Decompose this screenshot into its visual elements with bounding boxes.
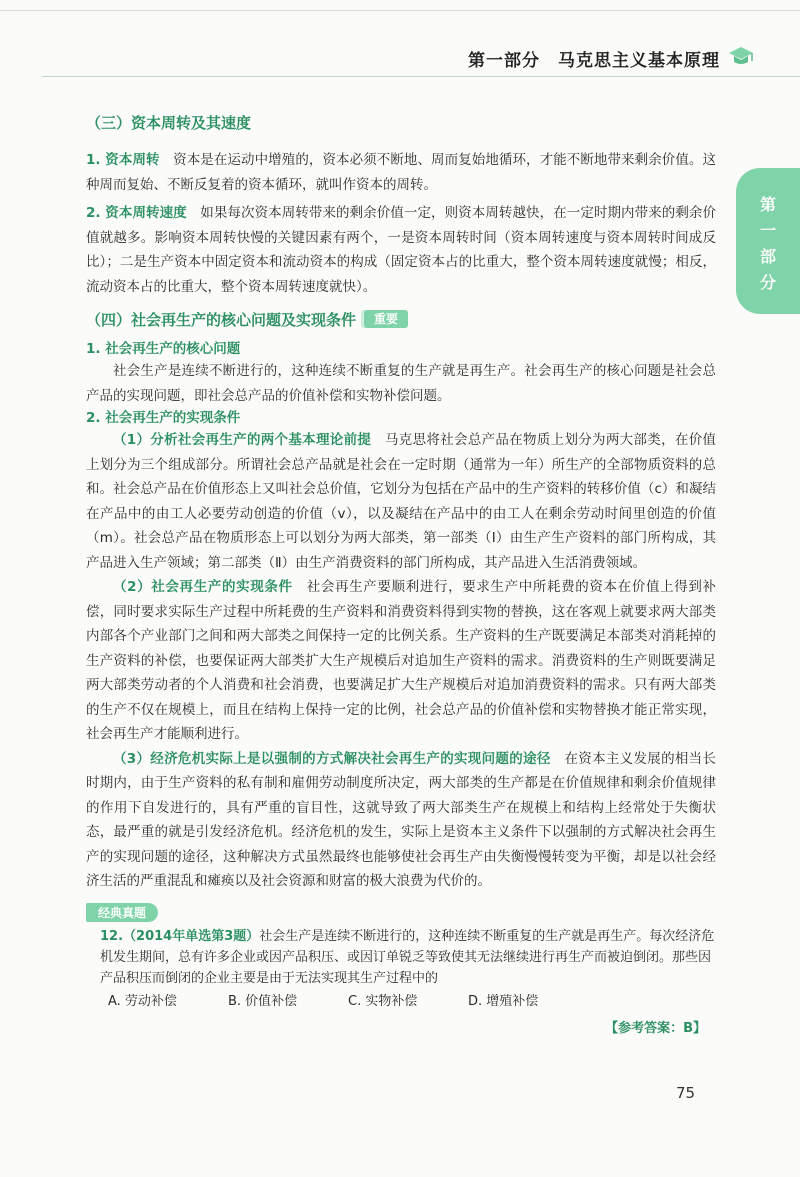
option-c[interactable]: C. 实物补偿: [348, 993, 418, 1009]
paragraph-head: 1. 资本周转: [86, 152, 160, 168]
side-tab[interactable]: [736, 168, 800, 314]
reference-answer: 【参考答案：B】: [605, 1020, 706, 1036]
exam-question-block: [86, 902, 716, 1036]
paragraph-premises: [86, 428, 716, 575]
paragraph-text: 在资本主义发展的相当长时期内，由于生产资料的私有制和雇佣劳动制度所决定，两大部类的生产都是在价值规律和剩余价值规律的作用下自发进行的，具有严重的盲目性，这就导致了两大部类生产在规模上和结构上经常处于失衡状态，最严重的就是引发经济危机。经济危机的发生，实际上是资本主义条件下以强制的方式解决社会再生产的实现问题的途径，这种解决方式虽然最终也能够使社会再生产由失衡慢慢转变为平衡，却是以社会经济生活的严重混乱和瘫痪以及社会资源和财富的极大浪费为代价的。: [86, 750, 716, 889]
option-d[interactable]: D. 增殖补偿: [468, 993, 539, 1009]
subheading-core-problem: 1. 社会再生产的核心问题: [86, 341, 241, 357]
header-rule: [42, 76, 800, 77]
section-heading-capital-turnover: （三）资本周转及其速度: [86, 114, 252, 132]
graduation-cap-icon: [728, 44, 754, 68]
paragraph-core-problem: 社会生产是连续不断进行的，这种连续不断重复的生产就是再生产。社会再生产的核心问题是社会总产品的实现问题，即社会总产品的价值补偿和实物补偿问题。: [86, 363, 716, 404]
section-heading-text: （四）社会再生产的核心问题及实现条件: [86, 311, 357, 329]
option-b[interactable]: B. 价值补偿: [228, 993, 298, 1009]
classic-exam-badge: 经典真题: [86, 903, 158, 922]
paragraph-economic-crisis: [86, 747, 716, 894]
main-content: [86, 112, 716, 1036]
option-a[interactable]: A. 劳动补偿: [108, 993, 177, 1009]
answer-options: [86, 991, 716, 1013]
section-heading-reproduction: [86, 309, 716, 331]
header-top-line: [0, 10, 800, 11]
question-body: 社会生产是连续不断进行的，这种连续不断重复的生产就是再生产。每次经济危机发生期间，总有许多企业或因产品积压、或因订单锐乏等致使其无法继续进行再生产而被迫倒闭。那些因产品积压而倒闭的企业主要是由于无法实现其生产过程中的: [100, 928, 715, 986]
paragraph-head: （2）社会再生产的实现条件: [113, 579, 293, 595]
subheading-conditions: 2. 社会再生产的实现条件: [86, 410, 241, 426]
paragraph-head: 2. 资本周转速度: [86, 205, 187, 221]
important-badge: 重要: [364, 310, 408, 328]
question-text: [86, 926, 716, 989]
paragraph-conditions: [86, 575, 716, 747]
paragraph-head: （1）分析社会再生产的两个基本理论前提: [113, 432, 372, 448]
page-header: [0, 0, 800, 78]
question-number: 12.（2014年单选第3题）: [100, 928, 260, 944]
side-tab-label: 第一部分: [759, 195, 776, 292]
paragraph-text: 马克思将社会总产品在物质上划分为两大部类，在价值上划分为三个组成部分。所谓社会总产品就是社会在一定时期（通常为一年）所生产的全部物质资料的总和。社会总产品在价值形态上又叫社会总价值，它划分为包括在产品中的生产资料的转移价值（c）和凝结在产品中的由工人必要劳动创造的价值（v），以及凝结在产品中的由工人在剩余劳动时间里创造的价值（m）。社会总产品在物质形态上可以划分为两大部类，第一部类（Ⅰ）由生产生产资料的部门所构成，其产品进入生产领域；第二部类（Ⅱ）由生产消费资料的部门所构成，其产品进入生活消费领域。: [86, 432, 716, 571]
paragraph-capital-turnover: [86, 148, 716, 197]
paragraph-turnover-speed: [86, 201, 716, 299]
paragraph-text: 社会再生产要顺利进行，要求生产中所耗费的资本在价值上得到补偿，同时要求实际生产过程中所耗费的生产资料和消费资料得到实物的替换，这在客观上就要求两大部类内部各个产业部门之间和两大部类之间保持一定的比例关系。生产资料的生产既要满足本部类对消耗掉的生产资料的补偿，也要保证两大部类扩大生产规模后对追加生产资料的需求。消费资料的生产则既要满足两大部类劳动者的个人消费和社会消费，也要满足扩大生产规模后对追加消费资料的需求。只有两大部类的生产不仅在规模上，而且在结构上保持一定的比例，社会总产品的价值补偿和实物替换才能正常实现，社会再生产才能顺利进行。: [86, 579, 716, 742]
paragraph-text: 如果每次资本周转带来的剩余价值一定，则资本周转越快，在一定时期内带来的剩余价值就越多。影响资本周转快慢的关键因素有两个，一是资本周转时间（资本周转速度与资本周转时间成反比）；二是生产资本中固定资本和流动资本的构成（固定资本占的比重大，整个资本周转速度就慢；相反，流动资本占的比重大，整个资本周转速度就快）。: [86, 205, 716, 295]
paragraph-text: 资本是在运动中增殖的，资本必须不断地、周而复始地循环，才能不断地带来剩余价值。这种周而复始、不断反复着的资本循环，就叫作资本的周转。: [86, 152, 716, 193]
paragraph-head: （3）经济危机实际上是以强制的方式解决社会再生产的实现问题的途径: [113, 750, 551, 767]
page-number: 75: [676, 1084, 696, 1102]
header-title: 第一部分 马克思主义基本原理: [468, 51, 720, 71]
